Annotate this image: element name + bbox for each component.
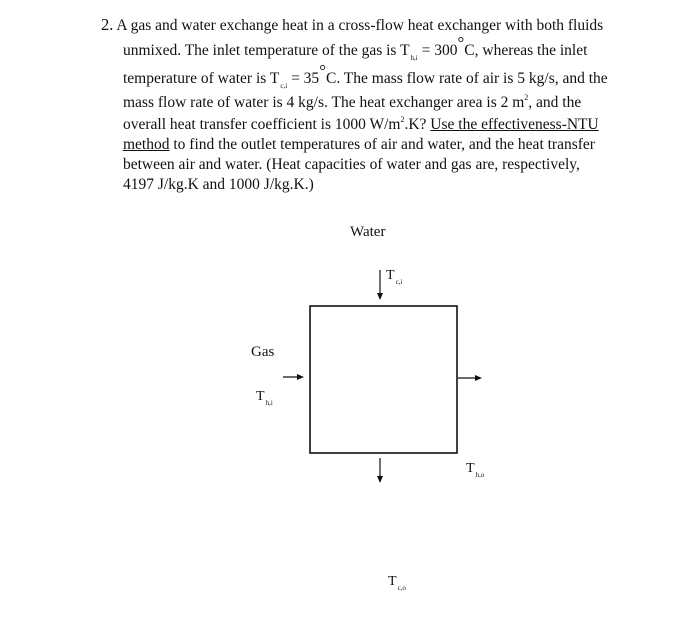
text-segment: C, whereas the inlet xyxy=(464,42,588,59)
text-segment: .K? xyxy=(404,116,431,133)
text-segment: = 300 xyxy=(417,42,458,59)
t-subscript: c,o xyxy=(397,584,406,592)
t-subscript: h,i xyxy=(265,399,273,407)
t-symbol: T xyxy=(388,574,397,589)
t-subscript: h,o xyxy=(475,471,485,479)
text-segment: mass flow rate of water is 4 kg/s. The heat exchanger area is 2 m xyxy=(123,94,525,111)
gas-label: Gas xyxy=(251,344,275,360)
text-segment: C. The mass flow rate of air is 5 kg/s, and the xyxy=(326,70,608,87)
text-segment: 4197 J/kg.K and 1000 J/kg.K.) xyxy=(123,176,314,193)
water-label: Water xyxy=(350,224,386,240)
gas-outlet-arrow xyxy=(458,375,482,381)
method-link[interactable]: method xyxy=(123,136,170,153)
text-segment: , and the xyxy=(528,94,582,111)
superscript-2: 2 xyxy=(524,93,529,102)
t-subscript: c,i xyxy=(395,278,403,286)
t-symbol: T xyxy=(466,461,475,476)
subscript-c-i: c,i xyxy=(280,82,288,90)
t-symbol: T xyxy=(256,389,265,404)
degree-symbol: ° xyxy=(319,61,326,80)
water-inlet-arrow xyxy=(377,270,383,300)
problem-number: 2. xyxy=(101,15,114,34)
effectiveness-ntu-link[interactable]: Use the effectiveness-NTU xyxy=(430,116,599,133)
water-outlet-arrow xyxy=(377,458,383,483)
text-segment: between air and water. (Heat capacities of water and gas are, respectively, xyxy=(123,156,580,173)
superscript-2: 2 xyxy=(400,115,405,124)
problem-text-line-1: A gas and water exchange heat in a cross-flow heat exchanger with both fluids xyxy=(116,17,604,34)
text-segment: = 35 xyxy=(287,70,320,87)
t-symbol: T xyxy=(386,268,395,283)
text-segment: unmixed. The inlet temperature of the gas is T xyxy=(123,42,410,59)
text-segment: overall heat transfer coefficient is 1000 W/m xyxy=(123,116,401,133)
text-segment: to find the outlet temperatures of air and water, and the heat transfer xyxy=(169,136,595,153)
subscript-h-i: h,i xyxy=(410,54,418,62)
text-segment: temperature of water is T xyxy=(123,70,280,87)
gas-inlet-arrow xyxy=(283,374,304,380)
heat-exchanger-box xyxy=(310,306,457,453)
degree-symbol: ° xyxy=(457,33,465,52)
